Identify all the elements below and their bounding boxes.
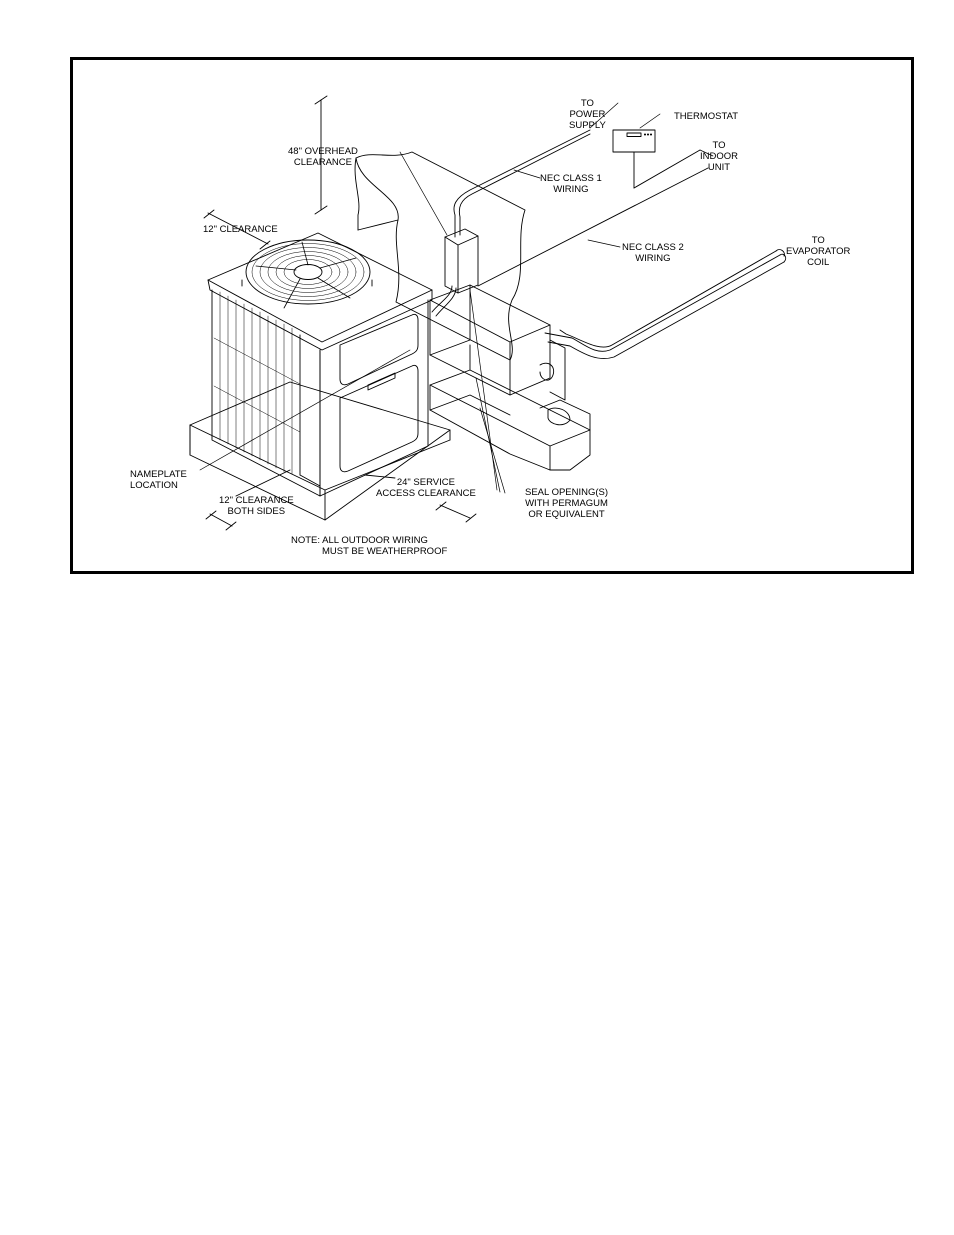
foundation-blocks	[430, 285, 590, 470]
house-wall	[355, 152, 525, 360]
label-nec-class-2: NEC CLASS 2 WIRING	[622, 242, 684, 264]
refrigerant-lines	[545, 250, 786, 359]
label-overhead-clearance: 48" OVERHEAD CLEARANCE	[288, 146, 358, 168]
label-nameplate-location: NAMEPLATE LOCATION	[130, 469, 187, 491]
leader-lines	[200, 103, 713, 493]
label-12-clearance-sides: 12" CLEARANCE BOTH SIDES	[219, 495, 294, 517]
disconnect-box	[445, 229, 478, 293]
power-wiring	[432, 130, 590, 316]
label-thermostat: THERMOSTAT	[674, 111, 739, 122]
label-nec-class-1: NEC CLASS 1 WIRING	[540, 173, 602, 195]
label-power-supply: TO POWER SUPPLY	[569, 98, 606, 131]
label-service-access: 24" SERVICE ACCESS CLEARANCE	[376, 477, 476, 499]
label-note: NOTE: ALL OUTDOOR WIRING MUST BE WEATHERPROOF	[291, 535, 448, 557]
label-12-clearance-top: 12" CLEARANCE	[203, 224, 278, 235]
label-seal-openings: SEAL OPENING(S) WITH PERMAGUM OR EQUIVALENT	[525, 487, 609, 520]
label-evaporator-coil: TO EVAPORATOR COIL	[786, 235, 851, 268]
label-indoor-unit: TO INDOOR UNIT	[700, 140, 738, 173]
